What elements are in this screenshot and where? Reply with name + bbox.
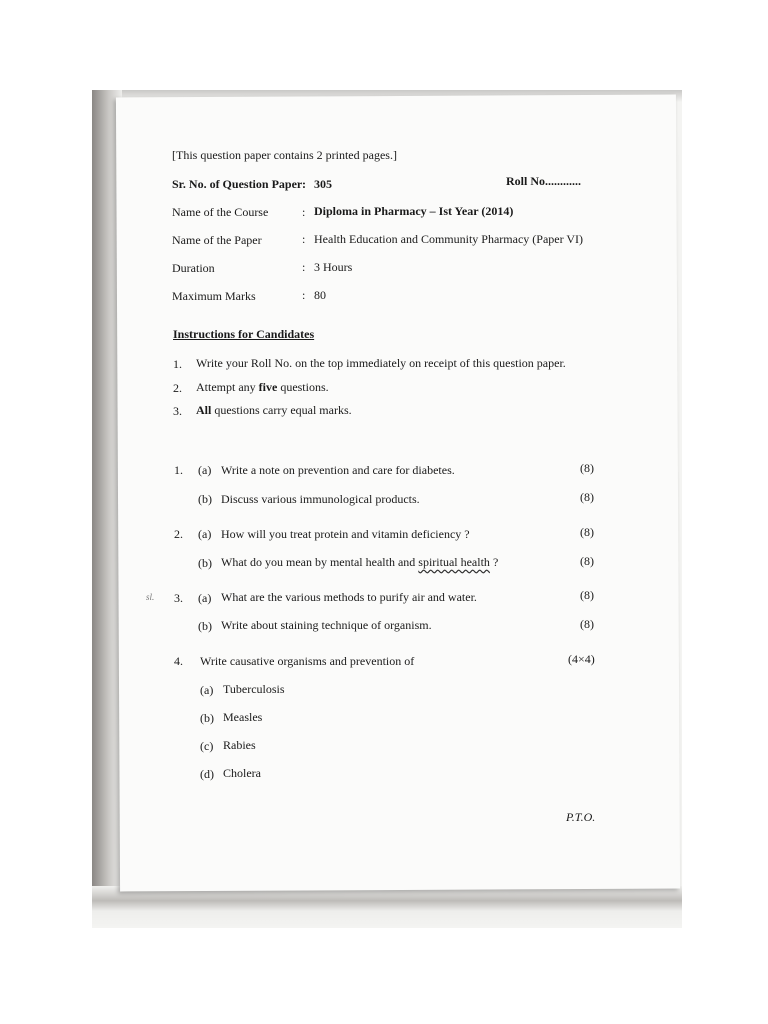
question-4d-label: (d) [200,767,214,781]
info-value-duration: 3 Hours [314,260,353,274]
question-3-num: 3. [174,591,183,605]
question-2b-marks: (8) [580,554,594,568]
margin-annotation: sl. [146,592,155,602]
question-2b-label: (b) [198,556,212,570]
question-1a-marks: (8) [580,461,594,475]
info-colon-duration: : [302,260,306,274]
question-3a-text: What are the various methods to purify air and water. [221,590,477,604]
question-2a-label: (a) [198,527,212,541]
question-1a-label: (a) [198,463,212,477]
info-label-course: Name of the Course [172,205,269,219]
roll-no: Roll No............ [506,174,581,188]
info-label-duration: Duration [172,261,215,275]
question-4b-label: (b) [200,711,214,725]
question-3b-marks: (8) [580,617,594,631]
info-label-max-marks: Maximum Marks [172,289,256,303]
question-4c-text: Rabies [223,738,256,752]
info-value-sr-no: 305 [314,177,332,191]
instruction-2-num: 2. [173,381,182,395]
info-value-course: Diploma in Pharmacy – Ist Year (2014) [314,204,514,218]
question-1-num: 1. [174,463,183,477]
question-1b-text: Discuss various immunological products. [221,492,420,506]
question-3a-label: (a) [198,591,212,605]
question-4-text: Write causative organisms and prevention of [200,654,415,668]
info-colon-course: : [302,205,306,219]
instruction-3-text: All questions carry equal marks. [196,403,352,417]
pto-footer: P.T.O. [566,810,596,824]
info-colon-sr-no: : [302,177,306,191]
spiritual-health-handwritten-underline: spiritual health [418,555,490,569]
info-colon-max-marks: : [302,288,306,302]
question-3a-marks: (8) [580,588,594,602]
question-4-num: 4. [174,654,183,668]
instruction-1-num: 1. [173,357,182,371]
question-4b-text: Measles [223,710,263,724]
question-3b-text: Write about staining technique of organism. [221,618,432,632]
instruction-1-text: Write your Roll No. on the top immediately on receipt of this question paper. [196,356,566,370]
info-value-paper: Health Education and Community Pharmacy (Paper VI) [314,232,584,246]
question-2a-text: How will you treat protein and vitamin deficiency ? [221,527,470,541]
question-2a-marks: (8) [580,525,594,539]
info-label-sr-no: Sr. No. of Question Paper [172,177,303,191]
question-1b-label: (b) [198,492,212,506]
question-3b-label: (b) [198,619,212,633]
question-4d-text: Cholera [223,766,261,780]
question-4a-text: Tuberculosis [223,682,285,696]
question-1a-text: Write a note on prevention and care for diabetes. [221,463,455,477]
info-colon-paper: : [302,232,306,246]
question-1b-marks: (8) [580,490,594,504]
instructions-title: Instructions for Candidates [173,327,315,341]
scan-bottom-edge [92,886,682,928]
question-4c-label: (c) [200,739,214,753]
question-2-num: 2. [174,527,183,541]
instruction-3-num: 3. [173,404,182,418]
question-4a-label: (a) [200,683,214,697]
question-2b-text: What do you mean by mental health and spiritual health ? [221,555,499,569]
instruction-2-text: Attempt any five questions. [196,380,329,394]
info-value-max-marks: 80 [314,288,326,302]
question-4-marks: (4×4) [568,652,595,666]
header-note: [This question paper contains 2 printed pages.] [172,148,397,162]
info-label-paper: Name of the Paper [172,233,262,247]
